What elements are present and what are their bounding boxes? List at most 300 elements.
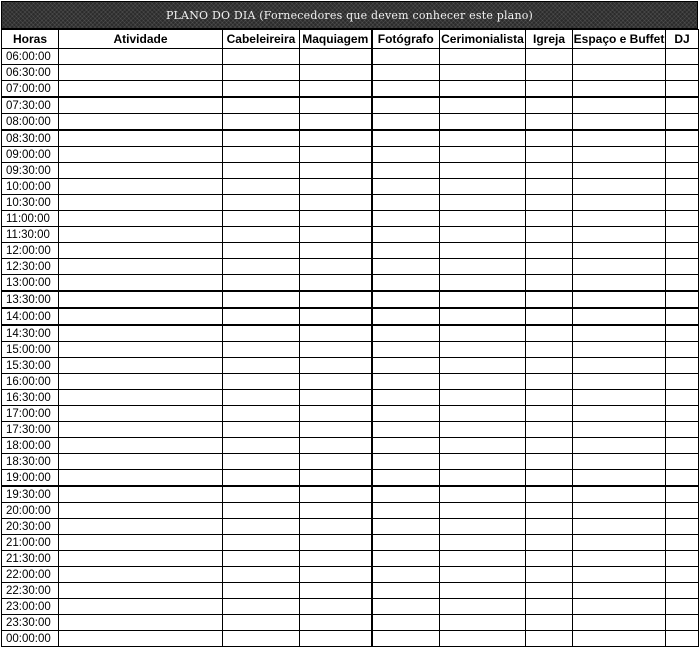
maquiagem-cell[interactable] — [300, 227, 372, 243]
atividade-cell[interactable] — [59, 291, 223, 308]
cabeleireira-cell[interactable] — [223, 211, 300, 227]
igreja-cell[interactable] — [526, 275, 573, 292]
igreja-cell[interactable] — [526, 179, 573, 195]
dj-cell[interactable] — [666, 291, 699, 308]
dj-cell[interactable] — [666, 390, 699, 406]
atividade-cell[interactable] — [59, 114, 223, 131]
maquiagem-cell[interactable] — [300, 243, 372, 259]
time-cell[interactable]: 16:00:00 — [2, 374, 59, 390]
cabeleireira-cell[interactable] — [223, 325, 300, 342]
dj-cell[interactable] — [666, 342, 699, 358]
cerimonialista-cell[interactable] — [440, 438, 526, 454]
dj-cell[interactable] — [666, 81, 699, 98]
cerimonialista-cell[interactable] — [440, 163, 526, 179]
cabeleireira-cell[interactable] — [223, 227, 300, 243]
dj-cell[interactable] — [666, 551, 699, 567]
atividade-cell[interactable] — [59, 325, 223, 342]
espaco-buffet-cell[interactable] — [573, 342, 666, 358]
cabeleireira-cell[interactable] — [223, 97, 300, 114]
cerimonialista-cell[interactable] — [440, 130, 526, 147]
maquiagem-cell[interactable] — [300, 519, 372, 535]
dj-cell[interactable] — [666, 65, 699, 81]
espaco-buffet-cell[interactable] — [573, 65, 666, 81]
espaco-buffet-cell[interactable] — [573, 97, 666, 114]
dj-cell[interactable] — [666, 325, 699, 342]
cabeleireira-cell[interactable] — [223, 438, 300, 454]
dj-cell[interactable] — [666, 147, 699, 163]
cerimonialista-cell[interactable] — [440, 275, 526, 292]
maquiagem-cell[interactable] — [300, 486, 372, 503]
atividade-cell[interactable] — [59, 454, 223, 470]
maquiagem-cell[interactable] — [300, 97, 372, 114]
dj-cell[interactable] — [666, 631, 699, 647]
igreja-cell[interactable] — [526, 227, 573, 243]
time-cell[interactable]: 18:00:00 — [2, 438, 59, 454]
time-cell[interactable]: 08:30:00 — [2, 130, 59, 147]
cerimonialista-cell[interactable] — [440, 211, 526, 227]
maquiagem-cell[interactable] — [300, 503, 372, 519]
igreja-cell[interactable] — [526, 535, 573, 551]
atividade-cell[interactable] — [59, 65, 223, 81]
dj-cell[interactable] — [666, 470, 699, 487]
time-cell[interactable]: 13:00:00 — [2, 275, 59, 292]
igreja-cell[interactable] — [526, 243, 573, 259]
cabeleireira-cell[interactable] — [223, 390, 300, 406]
espaco-buffet-cell[interactable] — [573, 486, 666, 503]
dj-cell[interactable] — [666, 438, 699, 454]
dj-cell[interactable] — [666, 259, 699, 275]
fotografo-cell[interactable] — [372, 422, 440, 438]
time-cell[interactable]: 07:30:00 — [2, 97, 59, 114]
cerimonialista-cell[interactable] — [440, 147, 526, 163]
atividade-cell[interactable] — [59, 535, 223, 551]
maquiagem-cell[interactable] — [300, 583, 372, 599]
fotografo-cell[interactable] — [372, 211, 440, 227]
maquiagem-cell[interactable] — [300, 130, 372, 147]
espaco-buffet-cell[interactable] — [573, 503, 666, 519]
espaco-buffet-cell[interactable] — [573, 243, 666, 259]
espaco-buffet-cell[interactable] — [573, 147, 666, 163]
time-cell[interactable]: 14:00:00 — [2, 308, 59, 325]
time-cell[interactable]: 11:00:00 — [2, 211, 59, 227]
cerimonialista-cell[interactable] — [440, 567, 526, 583]
dj-cell[interactable] — [666, 130, 699, 147]
time-cell[interactable]: 00:00:00 — [2, 631, 59, 647]
igreja-cell[interactable] — [526, 211, 573, 227]
igreja-cell[interactable] — [526, 325, 573, 342]
espaco-buffet-cell[interactable] — [573, 406, 666, 422]
fotografo-cell[interactable] — [372, 503, 440, 519]
espaco-buffet-cell[interactable] — [573, 454, 666, 470]
igreja-cell[interactable] — [526, 308, 573, 325]
fotografo-cell[interactable] — [372, 259, 440, 275]
cerimonialista-cell[interactable] — [440, 259, 526, 275]
maquiagem-cell[interactable] — [300, 470, 372, 487]
atividade-cell[interactable] — [59, 179, 223, 195]
espaco-buffet-cell[interactable] — [573, 259, 666, 275]
time-cell[interactable]: 12:00:00 — [2, 243, 59, 259]
time-cell[interactable]: 22:30:00 — [2, 583, 59, 599]
atividade-cell[interactable] — [59, 406, 223, 422]
time-cell[interactable]: 12:30:00 — [2, 259, 59, 275]
cabeleireira-cell[interactable] — [223, 631, 300, 647]
espaco-buffet-cell[interactable] — [573, 195, 666, 211]
cerimonialista-cell[interactable] — [440, 308, 526, 325]
espaco-buffet-cell[interactable] — [573, 291, 666, 308]
maquiagem-cell[interactable] — [300, 291, 372, 308]
cabeleireira-cell[interactable] — [223, 454, 300, 470]
time-cell[interactable]: 06:30:00 — [2, 65, 59, 81]
igreja-cell[interactable] — [526, 551, 573, 567]
fotografo-cell[interactable] — [372, 81, 440, 98]
cabeleireira-cell[interactable] — [223, 406, 300, 422]
maquiagem-cell[interactable] — [300, 49, 372, 65]
cabeleireira-cell[interactable] — [223, 583, 300, 599]
espaco-buffet-cell[interactable] — [573, 390, 666, 406]
maquiagem-cell[interactable] — [300, 374, 372, 390]
espaco-buffet-cell[interactable] — [573, 114, 666, 131]
maquiagem-cell[interactable] — [300, 535, 372, 551]
fotografo-cell[interactable] — [372, 567, 440, 583]
cabeleireira-cell[interactable] — [223, 243, 300, 259]
dj-cell[interactable] — [666, 615, 699, 631]
time-cell[interactable]: 10:00:00 — [2, 179, 59, 195]
cerimonialista-cell[interactable] — [440, 406, 526, 422]
cabeleireira-cell[interactable] — [223, 291, 300, 308]
time-cell[interactable]: 07:00:00 — [2, 81, 59, 98]
igreja-cell[interactable] — [526, 519, 573, 535]
cabeleireira-cell[interactable] — [223, 342, 300, 358]
maquiagem-cell[interactable] — [300, 599, 372, 615]
cabeleireira-cell[interactable] — [223, 65, 300, 81]
dj-cell[interactable] — [666, 114, 699, 131]
atividade-cell[interactable] — [59, 583, 223, 599]
espaco-buffet-cell[interactable] — [573, 470, 666, 487]
espaco-buffet-cell[interactable] — [573, 308, 666, 325]
time-cell[interactable]: 20:00:00 — [2, 503, 59, 519]
cerimonialista-cell[interactable] — [440, 583, 526, 599]
fotografo-cell[interactable] — [372, 65, 440, 81]
atividade-cell[interactable] — [59, 422, 223, 438]
atividade-cell[interactable] — [59, 390, 223, 406]
espaco-buffet-cell[interactable] — [573, 211, 666, 227]
maquiagem-cell[interactable] — [300, 454, 372, 470]
dj-cell[interactable] — [666, 374, 699, 390]
cabeleireira-cell[interactable] — [223, 195, 300, 211]
dj-cell[interactable] — [666, 308, 699, 325]
dj-cell[interactable] — [666, 163, 699, 179]
espaco-buffet-cell[interactable] — [573, 227, 666, 243]
fotografo-cell[interactable] — [372, 583, 440, 599]
igreja-cell[interactable] — [526, 438, 573, 454]
dj-cell[interactable] — [666, 97, 699, 114]
cerimonialista-cell[interactable] — [440, 551, 526, 567]
fotografo-cell[interactable] — [372, 308, 440, 325]
time-cell[interactable]: 14:30:00 — [2, 325, 59, 342]
maquiagem-cell[interactable] — [300, 551, 372, 567]
cabeleireira-cell[interactable] — [223, 130, 300, 147]
igreja-cell[interactable] — [526, 567, 573, 583]
dj-cell[interactable] — [666, 211, 699, 227]
cabeleireira-cell[interactable] — [223, 358, 300, 374]
atividade-cell[interactable] — [59, 163, 223, 179]
cabeleireira-cell[interactable] — [223, 179, 300, 195]
dj-cell[interactable] — [666, 599, 699, 615]
fotografo-cell[interactable] — [372, 97, 440, 114]
cabeleireira-cell[interactable] — [223, 163, 300, 179]
maquiagem-cell[interactable] — [300, 325, 372, 342]
cerimonialista-cell[interactable] — [440, 358, 526, 374]
atividade-cell[interactable] — [59, 308, 223, 325]
time-cell[interactable]: 19:00:00 — [2, 470, 59, 487]
fotografo-cell[interactable] — [372, 599, 440, 615]
fotografo-cell[interactable] — [372, 179, 440, 195]
fotografo-cell[interactable] — [372, 535, 440, 551]
maquiagem-cell[interactable] — [300, 308, 372, 325]
espaco-buffet-cell[interactable] — [573, 422, 666, 438]
maquiagem-cell[interactable] — [300, 631, 372, 647]
maquiagem-cell[interactable] — [300, 358, 372, 374]
fotografo-cell[interactable] — [372, 275, 440, 292]
time-cell[interactable]: 20:30:00 — [2, 519, 59, 535]
cerimonialista-cell[interactable] — [440, 114, 526, 131]
time-cell[interactable]: 15:30:00 — [2, 358, 59, 374]
time-cell[interactable]: 21:30:00 — [2, 551, 59, 567]
atividade-cell[interactable] — [59, 147, 223, 163]
cabeleireira-cell[interactable] — [223, 503, 300, 519]
atividade-cell[interactable] — [59, 211, 223, 227]
atividade-cell[interactable] — [59, 243, 223, 259]
fotografo-cell[interactable] — [372, 615, 440, 631]
time-cell[interactable]: 09:00:00 — [2, 147, 59, 163]
cabeleireira-cell[interactable] — [223, 308, 300, 325]
cerimonialista-cell[interactable] — [440, 615, 526, 631]
atividade-cell[interactable] — [59, 374, 223, 390]
atividade-cell[interactable] — [59, 227, 223, 243]
maquiagem-cell[interactable] — [300, 422, 372, 438]
cabeleireira-cell[interactable] — [223, 519, 300, 535]
atividade-cell[interactable] — [59, 275, 223, 292]
cerimonialista-cell[interactable] — [440, 342, 526, 358]
cabeleireira-cell[interactable] — [223, 470, 300, 487]
espaco-buffet-cell[interactable] — [573, 325, 666, 342]
dj-cell[interactable] — [666, 243, 699, 259]
atividade-cell[interactable] — [59, 615, 223, 631]
maquiagem-cell[interactable] — [300, 114, 372, 131]
maquiagem-cell[interactable] — [300, 195, 372, 211]
igreja-cell[interactable] — [526, 454, 573, 470]
maquiagem-cell[interactable] — [300, 275, 372, 292]
igreja-cell[interactable] — [526, 599, 573, 615]
espaco-buffet-cell[interactable] — [573, 374, 666, 390]
atividade-cell[interactable] — [59, 519, 223, 535]
igreja-cell[interactable] — [526, 342, 573, 358]
maquiagem-cell[interactable] — [300, 406, 372, 422]
time-cell[interactable]: 22:00:00 — [2, 567, 59, 583]
maquiagem-cell[interactable] — [300, 179, 372, 195]
cabeleireira-cell[interactable] — [223, 486, 300, 503]
dj-cell[interactable] — [666, 227, 699, 243]
dj-cell[interactable] — [666, 503, 699, 519]
cabeleireira-cell[interactable] — [223, 374, 300, 390]
cabeleireira-cell[interactable] — [223, 567, 300, 583]
espaco-buffet-cell[interactable] — [573, 358, 666, 374]
igreja-cell[interactable] — [526, 163, 573, 179]
fotografo-cell[interactable] — [372, 227, 440, 243]
atividade-cell[interactable] — [59, 358, 223, 374]
maquiagem-cell[interactable] — [300, 438, 372, 454]
igreja-cell[interactable] — [526, 291, 573, 308]
fotografo-cell[interactable] — [372, 486, 440, 503]
atividade-cell[interactable] — [59, 195, 223, 211]
atividade-cell[interactable] — [59, 259, 223, 275]
espaco-buffet-cell[interactable] — [573, 179, 666, 195]
cerimonialista-cell[interactable] — [440, 390, 526, 406]
time-cell[interactable]: 08:00:00 — [2, 114, 59, 131]
igreja-cell[interactable] — [526, 130, 573, 147]
cabeleireira-cell[interactable] — [223, 81, 300, 98]
cerimonialista-cell[interactable] — [440, 486, 526, 503]
espaco-buffet-cell[interactable] — [573, 49, 666, 65]
igreja-cell[interactable] — [526, 631, 573, 647]
atividade-cell[interactable] — [59, 470, 223, 487]
atividade-cell[interactable] — [59, 551, 223, 567]
maquiagem-cell[interactable] — [300, 163, 372, 179]
atividade-cell[interactable] — [59, 49, 223, 65]
cerimonialista-cell[interactable] — [440, 49, 526, 65]
atividade-cell[interactable] — [59, 130, 223, 147]
espaco-buffet-cell[interactable] — [573, 583, 666, 599]
cabeleireira-cell[interactable] — [223, 147, 300, 163]
dj-cell[interactable] — [666, 454, 699, 470]
fotografo-cell[interactable] — [372, 147, 440, 163]
cerimonialista-cell[interactable] — [440, 422, 526, 438]
maquiagem-cell[interactable] — [300, 65, 372, 81]
maquiagem-cell[interactable] — [300, 615, 372, 631]
time-cell[interactable]: 23:00:00 — [2, 599, 59, 615]
fotografo-cell[interactable] — [372, 342, 440, 358]
igreja-cell[interactable] — [526, 81, 573, 98]
time-cell[interactable]: 17:00:00 — [2, 406, 59, 422]
fotografo-cell[interactable] — [372, 130, 440, 147]
igreja-cell[interactable] — [526, 65, 573, 81]
cabeleireira-cell[interactable] — [223, 422, 300, 438]
fotografo-cell[interactable] — [372, 358, 440, 374]
fotografo-cell[interactable] — [372, 243, 440, 259]
time-cell[interactable]: 10:30:00 — [2, 195, 59, 211]
cabeleireira-cell[interactable] — [223, 49, 300, 65]
time-cell[interactable]: 23:30:00 — [2, 615, 59, 631]
maquiagem-cell[interactable] — [300, 342, 372, 358]
fotografo-cell[interactable] — [372, 631, 440, 647]
cerimonialista-cell[interactable] — [440, 65, 526, 81]
maquiagem-cell[interactable] — [300, 390, 372, 406]
igreja-cell[interactable] — [526, 486, 573, 503]
time-cell[interactable]: 19:30:00 — [2, 486, 59, 503]
cerimonialista-cell[interactable] — [440, 291, 526, 308]
igreja-cell[interactable] — [526, 470, 573, 487]
time-cell[interactable]: 18:30:00 — [2, 454, 59, 470]
igreja-cell[interactable] — [526, 422, 573, 438]
cerimonialista-cell[interactable] — [440, 631, 526, 647]
dj-cell[interactable] — [666, 195, 699, 211]
fotografo-cell[interactable] — [372, 163, 440, 179]
cerimonialista-cell[interactable] — [440, 374, 526, 390]
fotografo-cell[interactable] — [372, 406, 440, 422]
espaco-buffet-cell[interactable] — [573, 81, 666, 98]
dj-cell[interactable] — [666, 519, 699, 535]
fotografo-cell[interactable] — [372, 519, 440, 535]
dj-cell[interactable] — [666, 49, 699, 65]
fotografo-cell[interactable] — [372, 49, 440, 65]
fotografo-cell[interactable] — [372, 291, 440, 308]
dj-cell[interactable] — [666, 422, 699, 438]
cabeleireira-cell[interactable] — [223, 551, 300, 567]
maquiagem-cell[interactable] — [300, 81, 372, 98]
igreja-cell[interactable] — [526, 147, 573, 163]
atividade-cell[interactable] — [59, 97, 223, 114]
dj-cell[interactable] — [666, 358, 699, 374]
atividade-cell[interactable] — [59, 438, 223, 454]
fotografo-cell[interactable] — [372, 551, 440, 567]
atividade-cell[interactable] — [59, 503, 223, 519]
espaco-buffet-cell[interactable] — [573, 535, 666, 551]
cerimonialista-cell[interactable] — [440, 81, 526, 98]
atividade-cell[interactable] — [59, 567, 223, 583]
fotografo-cell[interactable] — [372, 374, 440, 390]
cabeleireira-cell[interactable] — [223, 535, 300, 551]
espaco-buffet-cell[interactable] — [573, 599, 666, 615]
igreja-cell[interactable] — [526, 615, 573, 631]
fotografo-cell[interactable] — [372, 390, 440, 406]
espaco-buffet-cell[interactable] — [573, 551, 666, 567]
espaco-buffet-cell[interactable] — [573, 631, 666, 647]
cerimonialista-cell[interactable] — [440, 325, 526, 342]
cabeleireira-cell[interactable] — [223, 275, 300, 292]
cerimonialista-cell[interactable] — [440, 454, 526, 470]
igreja-cell[interactable] — [526, 49, 573, 65]
igreja-cell[interactable] — [526, 390, 573, 406]
cerimonialista-cell[interactable] — [440, 599, 526, 615]
dj-cell[interactable] — [666, 535, 699, 551]
igreja-cell[interactable] — [526, 374, 573, 390]
cerimonialista-cell[interactable] — [440, 519, 526, 535]
atividade-cell[interactable] — [59, 599, 223, 615]
maquiagem-cell[interactable] — [300, 147, 372, 163]
espaco-buffet-cell[interactable] — [573, 438, 666, 454]
igreja-cell[interactable] — [526, 583, 573, 599]
espaco-buffet-cell[interactable] — [573, 163, 666, 179]
cerimonialista-cell[interactable] — [440, 503, 526, 519]
atividade-cell[interactable] — [59, 631, 223, 647]
igreja-cell[interactable] — [526, 114, 573, 131]
espaco-buffet-cell[interactable] — [573, 519, 666, 535]
dj-cell[interactable] — [666, 486, 699, 503]
atividade-cell[interactable] — [59, 342, 223, 358]
cerimonialista-cell[interactable] — [440, 195, 526, 211]
igreja-cell[interactable] — [526, 406, 573, 422]
time-cell[interactable]: 21:00:00 — [2, 535, 59, 551]
fotografo-cell[interactable] — [372, 325, 440, 342]
igreja-cell[interactable] — [526, 358, 573, 374]
atividade-cell[interactable] — [59, 486, 223, 503]
espaco-buffet-cell[interactable] — [573, 567, 666, 583]
cerimonialista-cell[interactable] — [440, 97, 526, 114]
igreja-cell[interactable] — [526, 259, 573, 275]
time-cell[interactable]: 15:00:00 — [2, 342, 59, 358]
cabeleireira-cell[interactable] — [223, 114, 300, 131]
dj-cell[interactable] — [666, 275, 699, 292]
